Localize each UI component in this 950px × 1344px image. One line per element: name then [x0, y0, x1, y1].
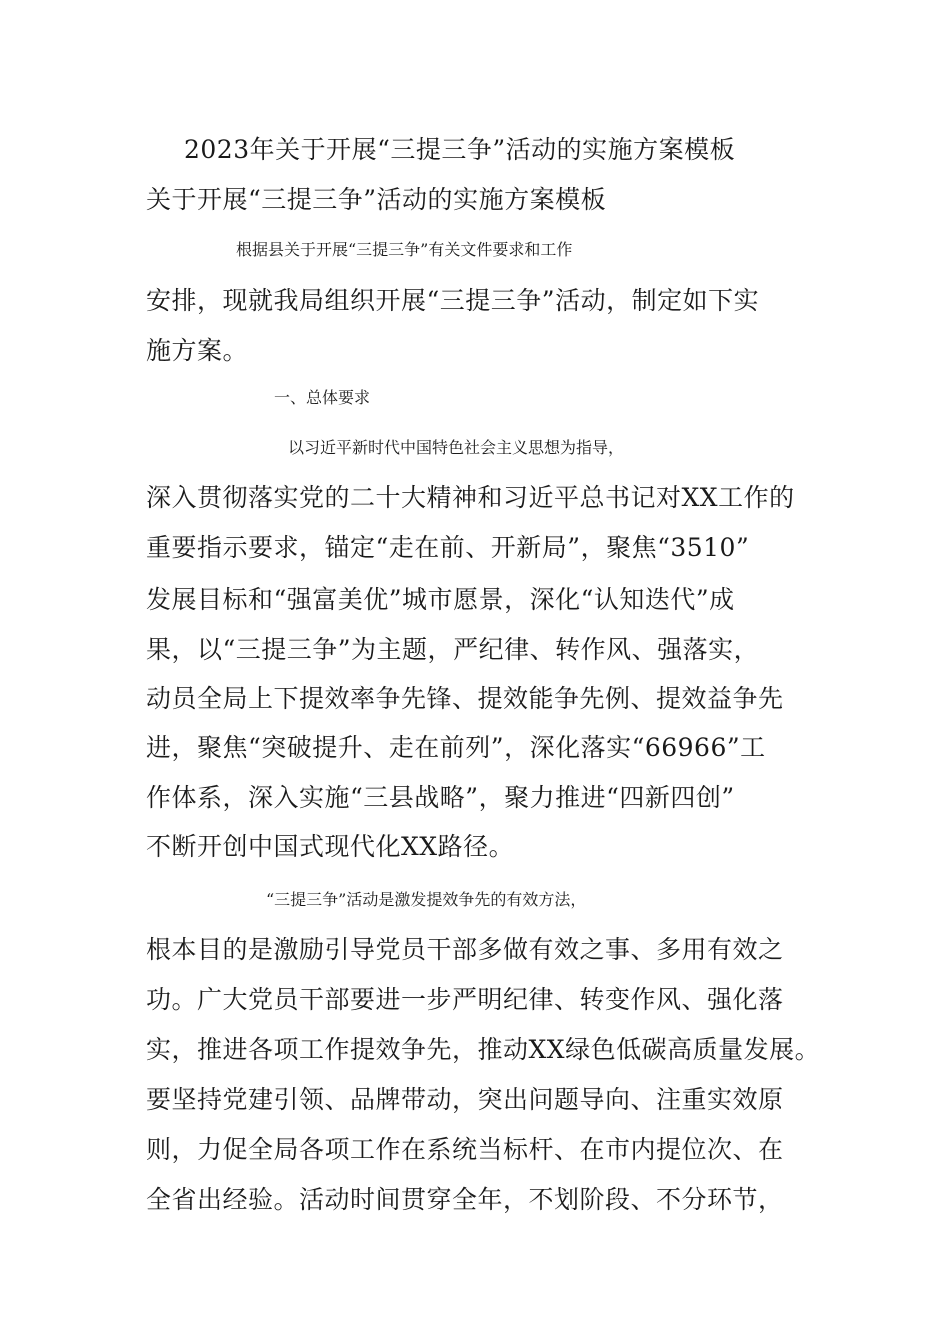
paragraph-line: 则，力促全局各项工作在系统当标杆、在市内提位次、在 [146, 1135, 784, 1164]
paragraph-line: 作体系，深入实施“三县战略”，聚力推进“四新四创” [146, 783, 735, 812]
paragraph-line: 进，聚焦“突破提升、走在前列”，深化落实“66966”工 [146, 733, 766, 762]
document-title: 2023年关于开展“三提三争”活动的实施方案模板 [184, 135, 736, 164]
paragraph-line: 不断开创中国式现代化XX路径。 [146, 832, 515, 861]
paragraph-line: 动员全局上下提效率争先锋、提效能争先例、提效益争先 [146, 684, 784, 713]
paragraph-line: 功。广大党员干部要进一步严明纪律、转变作风、强化落 [146, 985, 784, 1014]
intro-line: 施方案。 [146, 336, 249, 365]
paragraph-line: 以习近平新时代中国特色社会主义思想为指导， [288, 438, 625, 457]
document-subtitle: 关于开展“三提三争”活动的实施方案模板 [146, 185, 607, 214]
paragraph-line: 深入贯彻落实党的二十大精神和习近平总书记对XX工作的 [146, 483, 795, 512]
paragraph-line: 果，以“三提三争”为主题，严纪律、转作风、强落实， [146, 635, 760, 664]
paragraph-line: 发展目标和“强富美优”城市愿景，深化“认知迭代”成 [146, 585, 735, 614]
paragraph-line: 全省出经验。活动时间贯穿全年，不划阶段、不分环节， [146, 1185, 784, 1214]
intro-line: 安排，现就我局组织开展“三提三争”活动，制定如下实 [146, 286, 760, 315]
paragraph-line: 实，推进各项工作提效争先，推动XX绿色低碳高质量发展。 [146, 1035, 821, 1064]
paragraph-line: “三提三争”活动是激发提效争先的有效方法， [266, 890, 587, 909]
section-heading: 一、总体要求 [274, 388, 371, 407]
paragraph-line: 根本目的是激励引导党员干部多做有效之事、多用有效之 [146, 935, 784, 964]
paragraph-line: 重要指示要求，锚定“走在前、开新局”，聚焦“3510” [146, 533, 750, 562]
paragraph-line: 要坚持党建引领、品牌带动，突出问题导向、注重实效原 [146, 1085, 784, 1114]
intro-line: 根据县关于开展“三提三争”有关文件要求和工作 [236, 240, 573, 259]
